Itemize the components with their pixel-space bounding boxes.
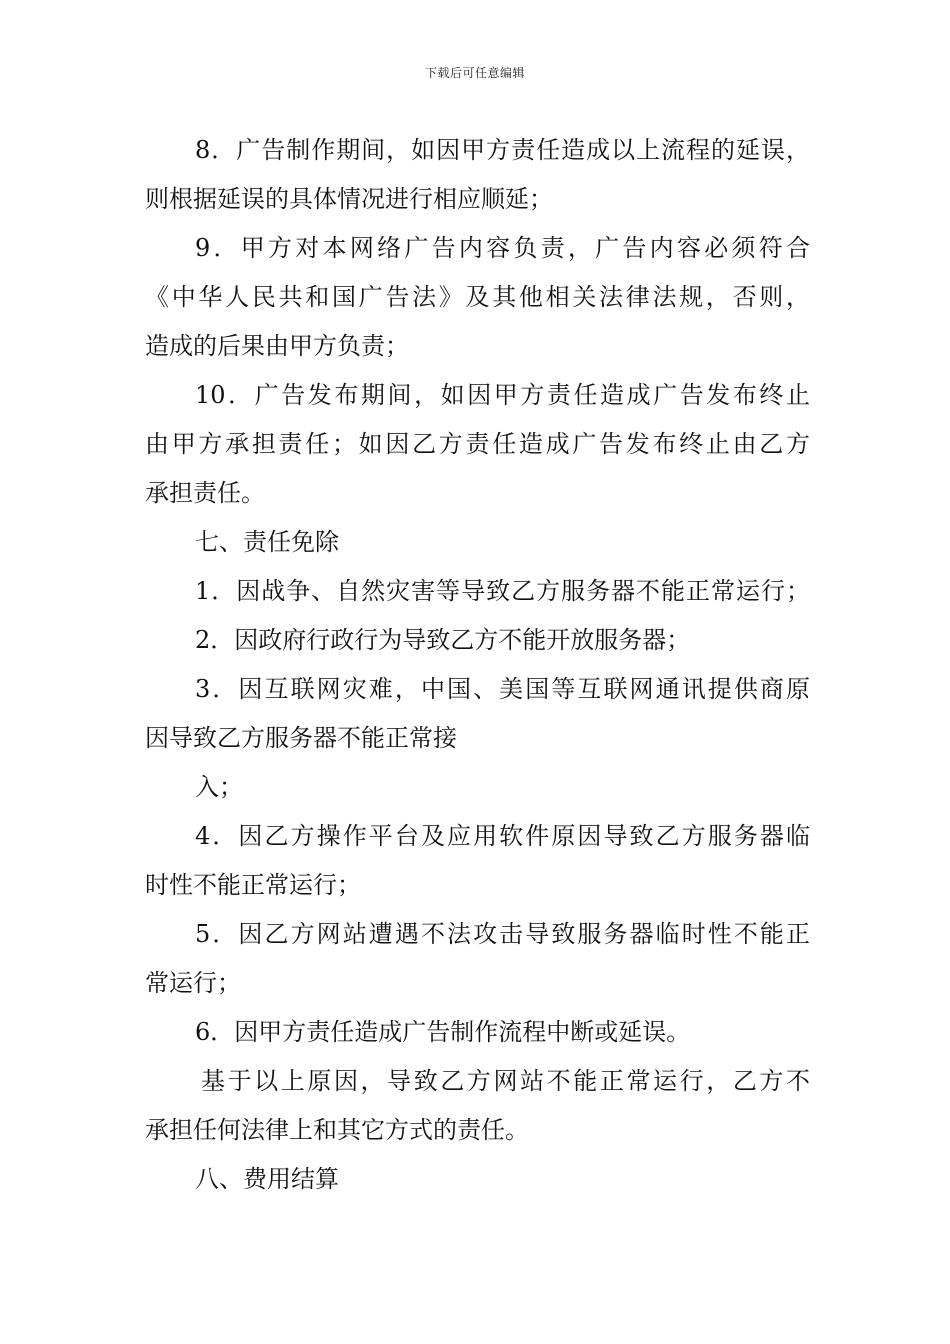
exemption-5-line-2: 常运行；	[145, 969, 241, 997]
section-7-heading: 七、责任免除	[195, 528, 339, 556]
clause-10-line-2: 由甲方承担责任；如因乙方责任造成广告发布终止由乙方	[145, 430, 810, 458]
clause-10-line-3: 承担责任。	[145, 479, 265, 507]
clause-9-line-3: 造成的后果由甲方负责；	[145, 332, 409, 360]
exemption-4-line-2: 时性不能正常运行；	[145, 871, 361, 899]
clause-9-line-2: 《中华人民共和国广告法》及其他相关法律法规，否则，	[145, 283, 810, 311]
exemption-6: 6．因甲方责任造成广告制作流程中断或延误。	[195, 1018, 691, 1046]
clause-8-line-1: 8．广告制作期间，如因甲方责任造成以上流程的延误，	[195, 136, 810, 164]
clause-9-line-1: 9．甲方对本网络广告内容负责，广告内容必须符合	[195, 234, 810, 262]
document-body	[145, 126, 810, 1204]
section-8-heading: 八、费用结算	[195, 1165, 339, 1193]
clause-10-line-1: 10．广告发布期间，如因甲方责任造成广告发布终止	[195, 381, 810, 409]
exemption-summary-line-1: 基于以上原因，导致乙方网站不能正常运行，乙方不	[201, 1067, 810, 1095]
exemption-5-line-1: 5．因乙方网站遭遇不法攻击导致服务器临时性不能正	[195, 920, 810, 948]
page-header: 下载后可任意编辑	[424, 66, 525, 80]
clause-8-line-2: 则根据延误的具体情况进行相应顺延；	[145, 185, 553, 213]
exemption-3-line-3: 入；	[195, 773, 243, 801]
exemption-4-line-1: 4．因乙方操作平台及应用软件原因导致乙方服务器临	[195, 822, 810, 850]
exemption-1: 1．因战争、自然灾害等导致乙方服务器不能正常运行；	[195, 577, 810, 605]
exemption-3-line-2: 因导致乙方服务器不能正常接	[145, 724, 457, 752]
exemption-summary-line-2: 承担任何法律上和其它方式的责任。	[145, 1116, 529, 1144]
exemption-3-line-1: 3．因互联网灾难，中国、美国等互联网通讯提供商原	[195, 675, 810, 703]
exemption-2: 2．因政府行政行为导致乙方不能开放服务器；	[195, 626, 691, 654]
